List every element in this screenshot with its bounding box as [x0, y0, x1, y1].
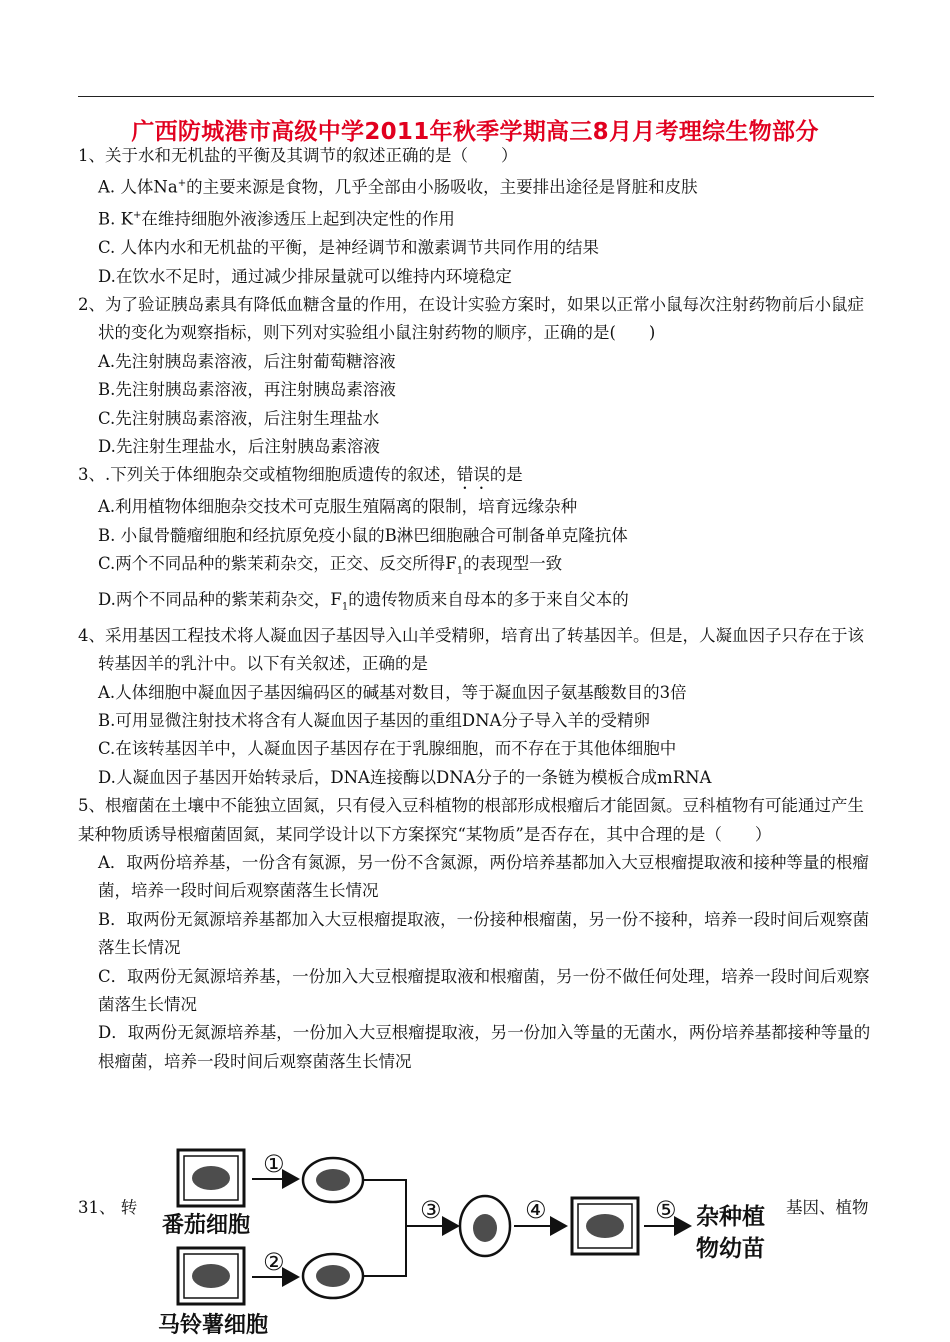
question-1-option-a: A. 人体Na+的主要来源是食物，几乎全部由小肠吸收，主要排出途径是肾脏和皮肤 — [98, 177, 698, 197]
question-4-option-b: B.可用显微注射技术将含有人凝血因子基因的重组DNA分子导入羊的受精卵 — [98, 710, 650, 730]
fused-cell — [460, 1196, 510, 1256]
step-5-label: ⑤ — [655, 1196, 677, 1224]
question-5-option-c: C．取两份无氮源培养基，一份加入大豆根瘤提取液和根瘤菌，另一份不做任何处理，培养一段时间后观察菌落生长情况 — [98, 966, 870, 1014]
hybrid-seedling-label-line1: 杂种植 — [696, 1204, 765, 1230]
question-3-option-d: D.两个不同品种的紫茉莉杂交，$F_1$的遗传物质来自母本的多于来自父本的 — [98, 589, 629, 613]
question-3-option-c: C.两个不同品种的紫茉莉杂交，正交、反交所得$F_1$的表现型一致 — [98, 554, 563, 577]
question-1-option-b: B. K+在维持细胞外液渗透压上起到决定性的作用 — [98, 209, 455, 229]
question-3 — [78, 461, 878, 621]
question-4-option-c: C.在该转基因羊中，人凝血因子基因存在于乳腺细胞，而不存在于其他体细胞中 — [98, 739, 677, 759]
question-2-option-c: C.先注射胰岛素溶液，后注射生理盐水 — [98, 408, 380, 428]
question-4-stem: 4、采用基因工程技术将人凝血因子基因导入山羊受精卵，培育出了转基因羊。但是，人凝血因子只存在于该转基因羊的乳汁中。以下有关叙述，正确的是 — [78, 625, 864, 674]
question-31-tail-text: 基因、植物 — [786, 1198, 869, 1217]
question-3-option-a: A.利用植物体细胞杂交技术可克服生殖隔离的限制，培育远缘杂种 — [98, 497, 578, 517]
question-1-option-c: C. 人体内水和无机盐的平衡，是神经调节和激素调节共同作用的结果 — [98, 238, 600, 258]
question-1 — [78, 142, 878, 291]
emphasis-text: 错误 — [456, 465, 490, 485]
step-4-label: ④ — [525, 1196, 547, 1224]
question-1-option-d: D.在饮水不足时，通过减少排尿量就可以维持内环境稳定 — [98, 266, 512, 286]
hybrid-cell — [572, 1198, 638, 1254]
step-3-label: ③ — [420, 1196, 442, 1224]
question-31-number: 31、 转 — [78, 1198, 138, 1217]
header-rule — [78, 96, 874, 97]
question-4-option-d: D.人凝血因子基因开始转录后，DNA连接酶以DNA分子的一条链为模板合成mRNA — [98, 767, 712, 787]
tomato-protoplast — [303, 1158, 363, 1202]
question-2-stem: 2、为了验证胰岛素具有降低血糖含量的作用，在设计实验方案时，如果以正常小鼠每次注射药物前后小鼠症状的变化为观察指标，则下列对实验组小鼠注射药物的顺序，正确的是( ) — [78, 295, 864, 343]
document-body — [78, 142, 878, 1076]
step-2-label: ② — [263, 1248, 285, 1276]
question-4-option-a: A.人体细胞中凝血因子基因编码区的碱基对数目，等于凝血因子氨基酸数目的3倍 — [98, 682, 687, 702]
question-4 — [78, 622, 878, 792]
potato-protoplast — [303, 1254, 363, 1298]
question-5 — [78, 792, 878, 1076]
question-2-option-d: D.先注射生理盐水，后注射胰岛素溶液 — [98, 437, 380, 457]
step-1-label: ① — [263, 1150, 285, 1178]
question-5-option-b: B．取两份无氮源培养基都加入大豆根瘤提取液，一份接种根瘤菌，另一份不接种，培养一段时间后观察菌落生长情况 — [98, 909, 870, 958]
question-5-stem: 5、根瘤菌在土壤中不能独立固氮，只有侵入豆科植物的根部形成根瘤后才能固氮。豆科植物有可能通过产生某种物质诱导根瘤菌固氮，某同学设计以下方案探究“某物质”是否存在，其中合理的是（ ） — [78, 796, 864, 844]
question-3-option-b: B. 小鼠骨髓瘤细胞和经抗原免疫小鼠的B淋巴细胞融合可制备单克隆抗体 — [98, 525, 628, 545]
page-title: 广西防城港市高级中学2011年秋季学期高三8月月考理综生物部分 — [131, 119, 819, 145]
tomato-cell — [178, 1150, 244, 1206]
fusion-bracket — [363, 1180, 406, 1276]
question-3-stem: 3、.下列关于体细胞杂交或植物细胞质遗传的叙述，错误的是 — [78, 465, 523, 485]
question-2-option-a: A.先注射胰岛素溶液，后注射葡萄糖溶液 — [98, 351, 396, 371]
potato-cell-label: 马铃薯细胞 — [158, 1313, 269, 1338]
somatic-hybridization-diagram — [150, 1140, 790, 1342]
potato-cell — [178, 1248, 244, 1304]
question-2 — [78, 291, 878, 461]
question-1-stem: 1、关于水和无机盐的平衡及其调节的叙述正确的是（ ） — [78, 146, 518, 165]
question-5-option-d: D．取两份无氮源培养基，一份加入大豆根瘤提取液，另一份加入等量的无菌水，两份培养基都接种等量的根瘤菌，培养一段时间后观察菌落生长情况 — [98, 1023, 871, 1071]
hybrid-seedling-label-line2: 物幼苗 — [696, 1236, 765, 1262]
question-5-option-a: A．取两份培养基，一份含有氮源，另一份不含氮源，两份培养基都加入大豆根瘤提取液和接种等量的根瘤菌，培养一段时间后观察菌落生长情况 — [98, 852, 869, 901]
tomato-cell-label: 番茄细胞 — [162, 1213, 251, 1238]
question-2-option-b: B.先注射胰岛素溶液，再注射胰岛素溶液 — [98, 380, 396, 400]
question-31 — [0, 1140, 950, 1342]
